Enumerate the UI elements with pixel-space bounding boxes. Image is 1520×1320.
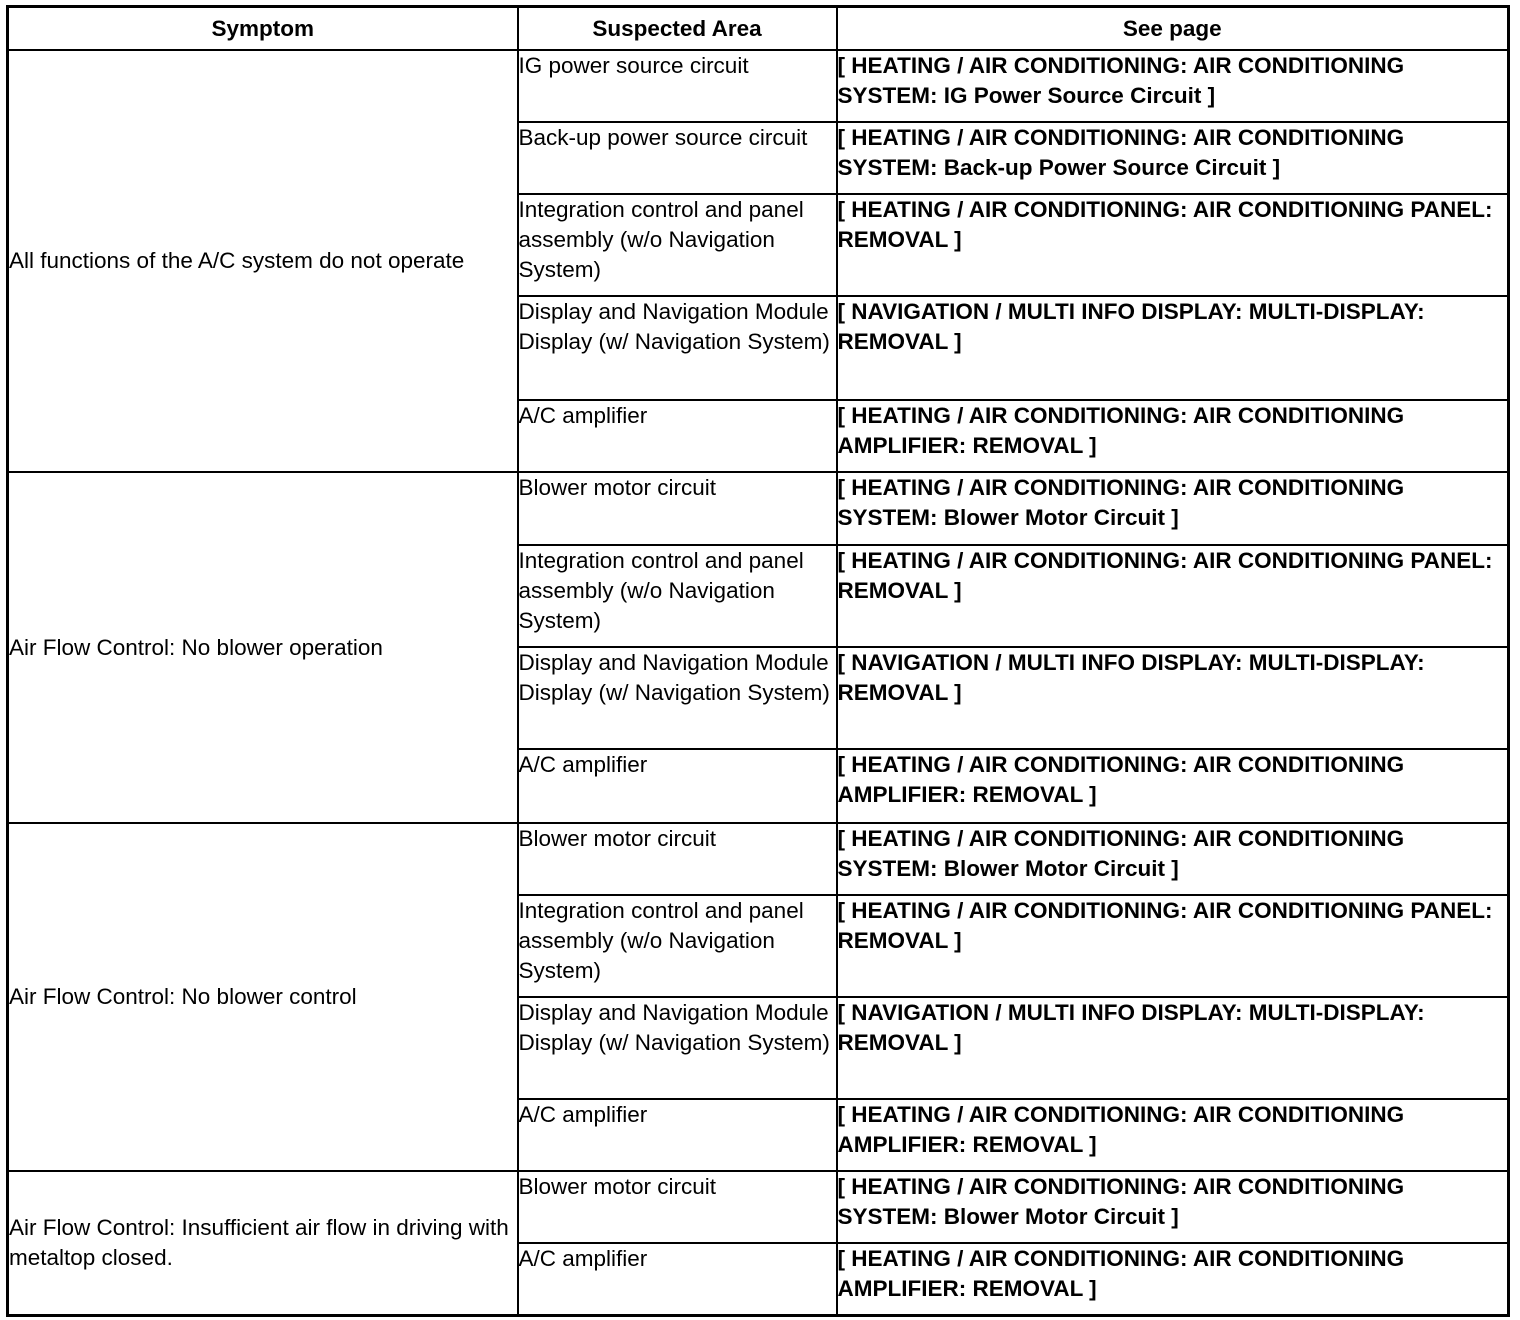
table-row: [8, 472, 1509, 545]
table-row: [8, 1171, 1509, 1243]
see-page-link[interactable]: [ HEATING / AIR CONDITIONING: AIR CONDITIONING PANEL: REMOVAL ]: [837, 545, 1509, 647]
table-row: [8, 50, 1509, 122]
see-page-link[interactable]: [ NAVIGATION / MULTI INFO DISPLAY: MULTI-DISPLAY: REMOVAL ]: [837, 296, 1509, 400]
suspected-area-cell: A/C amplifier: [518, 1099, 837, 1171]
document: [6, 5, 1507, 1317]
header-symptom: Symptom: [8, 7, 518, 51]
suspected-area-cell: A/C amplifier: [518, 400, 837, 472]
suspected-area-cell: Integration control and panel assembly (w/o Navigation System): [518, 895, 837, 997]
see-page-link[interactable]: [ HEATING / AIR CONDITIONING: AIR CONDITIONING PANEL: REMOVAL ]: [837, 194, 1509, 296]
see-page-link[interactable]: [ HEATING / AIR CONDITIONING: AIR CONDITIONING SYSTEM: Blower Motor Circuit ]: [837, 472, 1509, 545]
suspected-area-cell: Blower motor circuit: [518, 1171, 837, 1243]
symptom-cell: Air Flow Control: No blower control: [8, 823, 518, 1171]
suspected-area-cell: Blower motor circuit: [518, 472, 837, 545]
see-page-link[interactable]: [ NAVIGATION / MULTI INFO DISPLAY: MULTI-DISPLAY: REMOVAL ]: [837, 647, 1509, 749]
see-page-link[interactable]: [ HEATING / AIR CONDITIONING: AIR CONDITIONING AMPLIFIER: REMOVAL ]: [837, 1099, 1509, 1171]
header-see-page: See page: [837, 7, 1509, 51]
table-row: [8, 823, 1509, 895]
symptom-table: [6, 5, 1510, 1317]
see-page-link[interactable]: [ HEATING / AIR CONDITIONING: AIR CONDITIONING SYSTEM: Blower Motor Circuit ]: [837, 823, 1509, 895]
suspected-area-cell: Integration control and panel assembly (w/o Navigation System): [518, 545, 837, 647]
symptom-cell: Air Flow Control: No blower operation: [8, 472, 518, 823]
suspected-area-cell: A/C amplifier: [518, 1243, 837, 1315]
suspected-area-cell: Display and Navigation Module Display (w/ Navigation System): [518, 997, 837, 1099]
suspected-area-cell: Display and Navigation Module Display (w/ Navigation System): [518, 296, 837, 400]
see-page-link[interactable]: [ HEATING / AIR CONDITIONING: AIR CONDITIONING SYSTEM: Blower Motor Circuit ]: [837, 1171, 1509, 1243]
symptom-cell: All functions of the A/C system do not operate: [8, 50, 518, 472]
see-page-link[interactable]: [ NAVIGATION / MULTI INFO DISPLAY: MULTI-DISPLAY: REMOVAL ]: [837, 997, 1509, 1099]
suspected-area-cell: Back-up power source circuit: [518, 122, 837, 194]
header-suspected-area: Suspected Area: [518, 7, 837, 51]
see-page-link[interactable]: [ HEATING / AIR CONDITIONING: AIR CONDITIONING SYSTEM: Back-up Power Source Circuit ]: [837, 122, 1509, 194]
suspected-area-cell: Display and Navigation Module Display (w/ Navigation System): [518, 647, 837, 749]
header-row: [8, 7, 1509, 51]
suspected-area-cell: Integration control and panel assembly (w/o Navigation System): [518, 194, 837, 296]
see-page-link[interactable]: [ HEATING / AIR CONDITIONING: AIR CONDITIONING AMPLIFIER: REMOVAL ]: [837, 749, 1509, 823]
see-page-link[interactable]: [ HEATING / AIR CONDITIONING: AIR CONDITIONING AMPLIFIER: REMOVAL ]: [837, 400, 1509, 472]
suspected-area-cell: IG power source circuit: [518, 50, 837, 122]
see-page-link[interactable]: [ HEATING / AIR CONDITIONING: AIR CONDITIONING SYSTEM: IG Power Source Circuit ]: [837, 50, 1509, 122]
suspected-area-cell: A/C amplifier: [518, 749, 837, 823]
see-page-link[interactable]: [ HEATING / AIR CONDITIONING: AIR CONDITIONING PANEL: REMOVAL ]: [837, 895, 1509, 997]
suspected-area-cell: Blower motor circuit: [518, 823, 837, 895]
see-page-link[interactable]: [ HEATING / AIR CONDITIONING: AIR CONDITIONING AMPLIFIER: REMOVAL ]: [837, 1243, 1509, 1315]
symptom-cell: Air Flow Control: Insufficient air flow in driving with metaltop closed.: [8, 1171, 518, 1315]
